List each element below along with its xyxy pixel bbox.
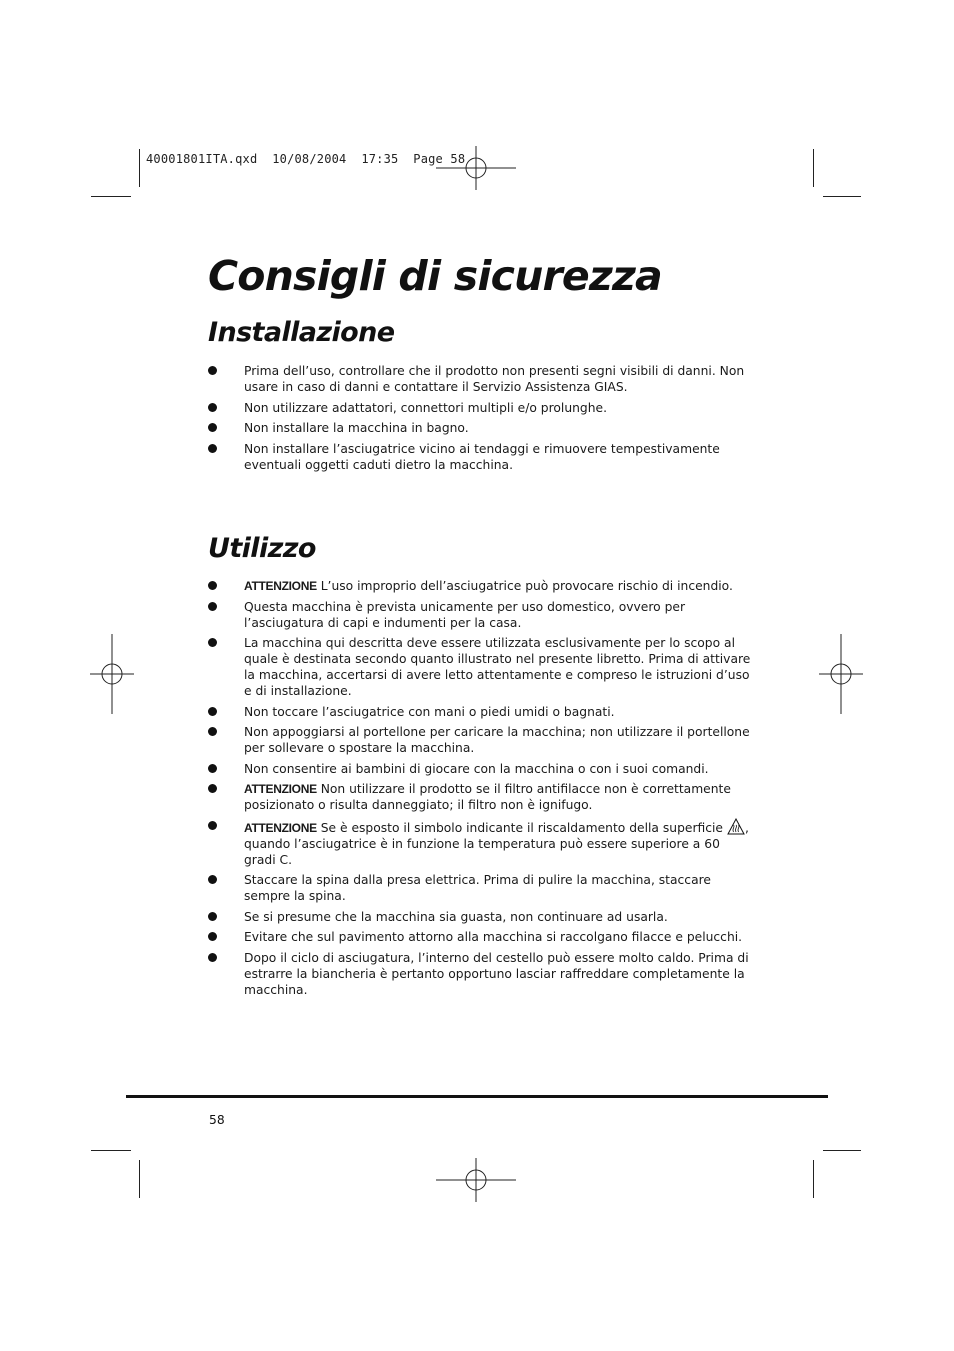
list-item: Prima dell’uso, controllare che il prodotto non presenti segni visibili di danni. Non usare in caso di danni e contattare il Servizio Assistenza GIAS. [208, 363, 753, 395]
list-item: Se si presume che la macchina sia guasta, non continuare ad usarla. [208, 909, 753, 925]
list-item: Non appoggiarsi al portellone per caricare la macchina; non utilizzare il portellone per sollevare o spostare la macchina. [208, 724, 753, 756]
registration-mark-icon [436, 128, 516, 208]
list-item: Staccare la spina dalla presa elettrica. Prima di pulire la macchina, staccare sempre la spina. [208, 872, 753, 904]
crop-mark [91, 196, 131, 197]
attention-label: ATTENZIONE [244, 782, 317, 796]
hot-surface-warning-icon [727, 818, 745, 835]
bullet-icon [208, 707, 217, 716]
attention-label: ATTENZIONE [244, 579, 317, 593]
bullet-icon [208, 875, 217, 884]
bullet-icon [208, 638, 217, 647]
list-item: ATTENZIONE Se è esposto il simbolo indicante il riscaldamento della superficie , quando l’asciugatrice è in funzione la temperatura può essere superiore a 60 gradi C. [208, 818, 753, 868]
list-item: ATTENZIONE L’uso improprio dell’asciugatrice può provocare rischio di incendio. [208, 578, 753, 594]
bullet-icon [208, 602, 217, 611]
crop-mark [91, 1150, 131, 1151]
bullet-icon [208, 932, 217, 941]
crop-mark [139, 1160, 140, 1198]
crop-mark [823, 1150, 861, 1151]
crop-mark [823, 196, 861, 197]
registration-mark-icon [801, 634, 881, 714]
registration-mark-icon [72, 634, 152, 714]
page-title: Consigli di sicurezza [208, 252, 662, 300]
section-heading-utilizzo: Utilizzo [208, 533, 316, 564]
list-item: Non installare la macchina in bagno. [208, 420, 753, 436]
bullet-icon [208, 764, 217, 773]
crop-mark [813, 149, 814, 187]
list-item: ATTENZIONE Non utilizzare il prodotto se il filtro antifilacce non è correttamente posizionato o risulta danneggiato; il filtro non è ignifugo. [208, 781, 753, 813]
bullet-icon [208, 444, 217, 453]
installazione-list [208, 363, 753, 477]
crop-mark [813, 1160, 814, 1198]
bullet-icon [208, 366, 217, 375]
footer-rule [126, 1095, 828, 1098]
page-number: 58 [209, 1113, 225, 1127]
list-item: Dopo il ciclo di asciugatura, l’interno del cestello può essere molto caldo. Prima di estrarre la biancheria è pertanto opportuno lasciar raffreddare completamente la macchina. [208, 950, 753, 998]
list-item: Non installare l’asciugatrice vicino ai tendaggi e rimuovere tempestivamente eventuali oggetti caduti dietro la macchina. [208, 441, 753, 473]
bullet-icon [208, 423, 217, 432]
crop-mark [139, 149, 140, 187]
bullet-icon [208, 821, 217, 830]
print-slug: 40001801ITA.qxd 10/08/2004 17:35 Page 58 [146, 152, 466, 166]
list-item: La macchina qui descritta deve essere utilizzata esclusivamente per lo scopo al quale è destinata secondo quanto illustrato nel presente libretto. Prima di attivare la macchina, accertarsi di avere letto attentamente e compreso le istruzioni d’uso e di installazione. [208, 635, 753, 699]
section-heading-installazione: Installazione [208, 317, 395, 348]
list-item: Questa macchina è prevista unicamente per uso domestico, ovvero per l’asciugatura di capi e indumenti per la casa. [208, 599, 753, 631]
utilizzo-list [208, 578, 753, 1002]
list-item: Evitare che sul pavimento attorno alla macchina si raccolgano filacce e pelucchi. [208, 929, 753, 945]
bullet-icon [208, 727, 217, 736]
attention-label: ATTENZIONE [244, 820, 317, 835]
registration-mark-icon [436, 1140, 516, 1220]
list-item: Non utilizzare adattatori, connettori multipli e/o prolunghe. [208, 400, 753, 416]
list-item: Non toccare l’asciugatrice con mani o piedi umidi o bagnati. [208, 704, 753, 720]
bullet-icon [208, 403, 217, 412]
bullet-icon [208, 953, 217, 962]
bullet-icon [208, 784, 217, 793]
bullet-icon [208, 912, 217, 921]
bullet-icon [208, 581, 217, 590]
list-item: Non consentire ai bambini di giocare con la macchina o con i suoi comandi. [208, 761, 753, 777]
